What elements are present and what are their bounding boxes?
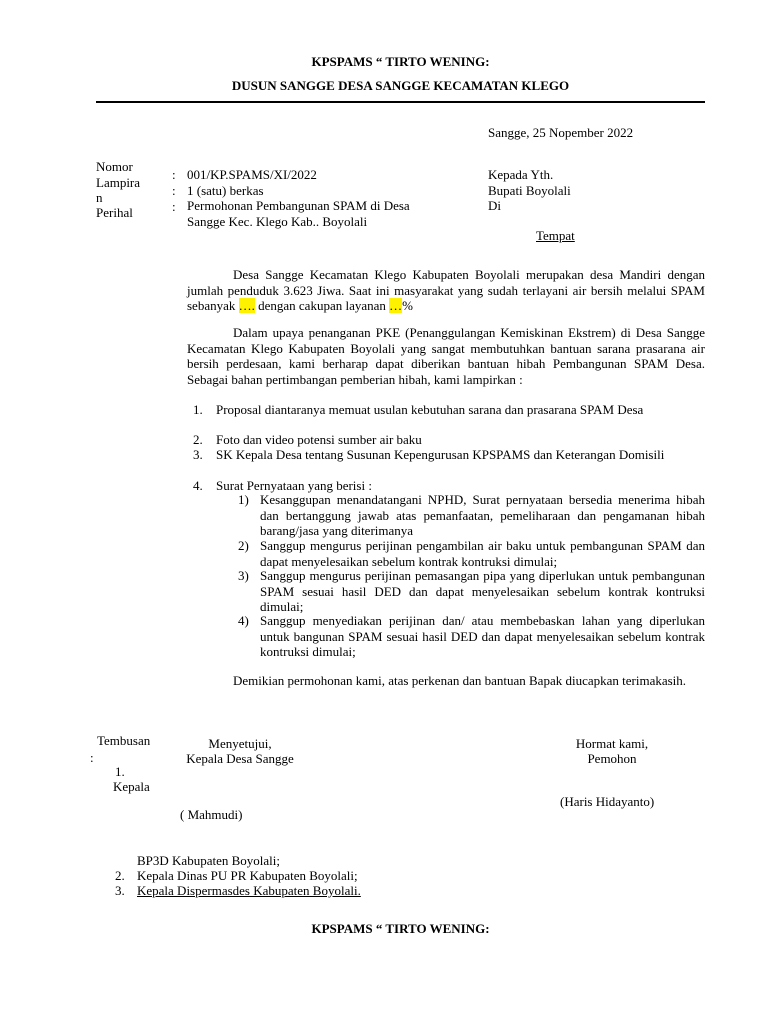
approve-label: Menyetujui,: [208, 736, 272, 751]
cc-num: 3.: [115, 883, 125, 898]
cc-num: 2.: [115, 868, 125, 883]
regards-label: Hormat kami,: [575, 736, 649, 751]
body-paragraph-1: [187, 267, 705, 314]
recipient-place: Tempat: [536, 228, 575, 243]
list-item: Foto dan video potensi sumber air baku: [216, 432, 422, 447]
perihal-label: Perihal: [96, 205, 133, 220]
cc-line1: BP3D Kabupaten Boyolali;: [137, 853, 280, 868]
tembusan-item1-text: Kepala: [113, 779, 150, 794]
body-p1-text-b: dengan cakupan layanan: [254, 298, 390, 313]
list-item: Proposal diantaranya memuat usulan kebutuhan sarana dan prasarana SPAM Desa: [216, 402, 644, 417]
tembusan-item1-num: 1.: [115, 764, 125, 779]
sublist-num: 1): [238, 492, 249, 507]
recipient-line3: Di: [488, 198, 501, 213]
list-num: 1.: [193, 402, 203, 417]
sublist-num: 2): [238, 538, 249, 553]
tembusan-colon: :: [90, 750, 94, 765]
cc-item: Kepala Dinas PU PR Kabupaten Boyolali;: [137, 868, 358, 883]
meta-colon: :: [172, 199, 176, 214]
list-item: SK Kepala Desa tentang Susunan Kepengurusan KPSPAMS dan Keterangan Domisili: [216, 447, 665, 462]
tembusan-label: Tembusan: [97, 733, 151, 748]
meta-colon: :: [172, 183, 176, 198]
body-p1-text-c: %: [402, 298, 413, 313]
sublist-num: 4): [238, 613, 249, 628]
list-num: 3.: [193, 447, 203, 462]
meta-colon: :: [172, 167, 176, 182]
body-p1-blank-1: ….: [238, 298, 255, 313]
lampiran-label-1: Lampira: [96, 175, 141, 190]
sublist-item: Kesanggupan menandatangani NPHD, Surat pernyataan bersedia menerima hibah dan bertanggung jawab atas pemanfaatan, pemeliharaan dan pengamanan hibah barang/jasa yang diterimanya: [260, 492, 705, 538]
recipient-line2: Bupati Boyolali: [488, 183, 571, 198]
perihal-value-1: Permohonan Pembangunan SPAM di Desa: [187, 198, 410, 213]
nomor-label: Nomor: [96, 159, 133, 174]
footer-org: KPSPAMS “ TIRTO WENING:: [311, 921, 490, 936]
cc-item: Kepala Dispermasdes Kabupaten Boyolali.: [137, 883, 361, 898]
header-rule: [96, 101, 705, 103]
lampiran-label-2: n: [96, 190, 103, 205]
sublist-num: 3): [238, 568, 249, 583]
closing-paragraph: Demikian permohonan kami, atas perkenan dan bantuan Bapak diucapkan terimakasih.: [233, 673, 687, 688]
body-paragraph-2: Dalam upaya penanganan PKE (Penanggulangan Kemiskinan Ekstrem) di Desa Sangge Kecamatan Klego Kabupaten Boyolali yang sangat membutuhkan bantuan sarana prasarana air bersih perdesaan, kami berharap dapat diberikan bantuan hibah Pembangunan SPAM Desa. Sebagai bahan pertimbangan pemberian hibah, kami lampirkan :: [187, 325, 705, 387]
list-item: Surat Pernyataan yang berisi :: [216, 478, 372, 493]
body-p1-text-a: Desa Sangge Kecamatan Klego Kabupaten Boyolali merupakan desa Mandiri dengan jumlah penduduk 3.623 Jiwa. Saat ini masyarakat yang sudah terlayani air bersih melalui SPAM sebanyak: [187, 267, 705, 313]
sublist-item: Sanggup mengurus perijinan pemasangan pipa yang diperlukan untuk pembangunan SPAM sesuai hasil DED dan dapat menyelesaikan sebelum kontrak kontruksi dimulai;: [260, 568, 705, 614]
list-num: 2.: [193, 432, 203, 447]
recipient-line1: Kepada Yth.: [488, 167, 554, 182]
lampiran-value: 1 (satu) berkas: [187, 183, 264, 198]
nomor-value: 001/KP.SPAMS/XI/2022: [187, 167, 317, 182]
approve-title: Kepala Desa Sangge: [186, 751, 294, 766]
sublist-item: Sanggup menyediakan perijinan dan/ atau membebaskan lahan yang diperlukan untuk bangunan SPAM sesuai hasil DED dan dapat menyelesaikan sebelum kontrak kontruksi dimulai;: [260, 613, 705, 659]
applicant-title: Pemohon: [587, 751, 637, 766]
perihal-value-2: Sangge Kec. Klego Kab.. Boyolali: [187, 214, 368, 229]
letter-date: Sangge, 25 Nopember 2022: [488, 125, 634, 140]
sublist-item: Sanggup mengurus perijinan pengambilan air baku untuk pembangunan SPAM dan dapat menyelesaikan sebelum kontrak kontruksi dimulai;: [260, 538, 705, 569]
list-num: 4.: [193, 478, 203, 493]
letterhead-org: KPSPAMS “ TIRTO WENING:: [311, 54, 490, 69]
letterhead-address: DUSUN SANGGE DESA SANGGE KECAMATAN KLEGO: [231, 78, 570, 93]
applicant-name: (Haris Hidayanto): [560, 794, 655, 809]
approve-name: ( Mahmudi): [180, 807, 243, 822]
body-p1-blank-2: …: [389, 298, 403, 313]
